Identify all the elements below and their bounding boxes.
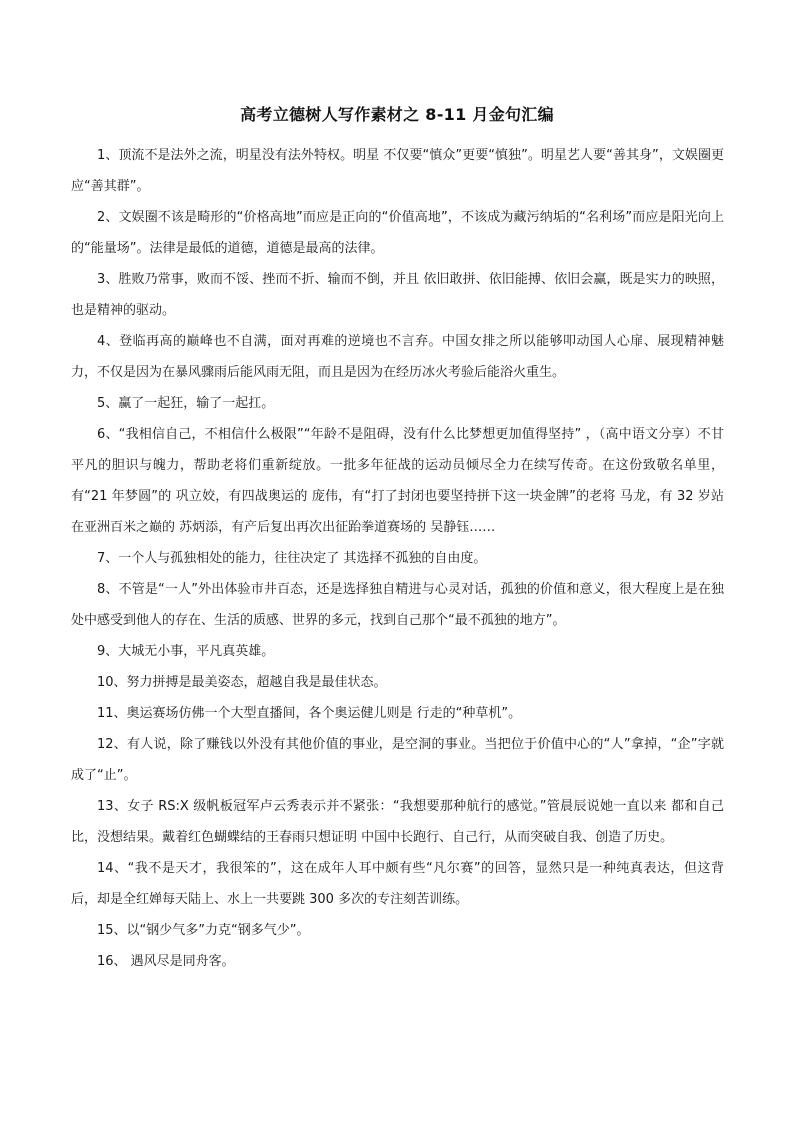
paragraph: 7、一个人与孤独相处的能力，往往决定了 其选择不孤独的自由度。 [97, 551, 487, 566]
document-body [71, 140, 724, 977]
paragraph: 13、女子 RS:X 级帆板冠军卢云秀表示并不紧张：“我想要那种航行的感觉。”管晨辰说她一直以来 都和自己比，没想结果。戴着红色蝴蝶结的王春雨只想证明 中国中长跑行、自己行，从而突破自我、创造了历史。 [71, 799, 724, 845]
paragraph: 16、 遇风尽是同舟客。 [97, 954, 235, 969]
paragraph: 10、努力拼搏是最美姿态，超越自我是最佳状态。 [97, 675, 387, 690]
paragraph: 1、顶流不是法外之流，明星没有法外特权。明星 不仅要“慎众”更要“慎独”。明星艺人要“善其身”，文娱圈更应“善其群”。 [71, 148, 724, 194]
paragraph: 6、“我相信自己，不相信什么极限”“年龄不是阻碍，没有什么比梦想更加值得坚持” ，（高中语文分享）不甘平凡的胆识与魄力，帮助老将们重新绽放。一批多年征战的运动员倾尽全力在续写传奇。在这份致敬名单里，有“21 年梦圆”的 巩立姣，有四战奥运的 庞伟，有“打了封闭也要坚持拼下这一块金牌”的老将 马龙，有 32 岁站在亚洲百米之巅的 苏炳添，有产后复出再次出征跆拳道赛场的 吴静钰…… [71, 427, 724, 535]
paragraph: 3、胜败乃常事，败而不馁、挫而不折、输而不倒，并且 依旧敢拼、依旧能搏、依旧会赢，既是实力的映照，也是精神的驱动。 [71, 272, 724, 318]
paragraph: 4、登临再高的巅峰也不自满，面对再难的逆境也不言弃。中国女排之所以能够叩动国人心扉、展现精神魅力，不仅是因为在暴风骤雨后能风雨无阻，而且是因为在经历冰火考验后能浴火重生。 [71, 334, 724, 380]
paragraph: 5、赢了一起狂，输了一起扛。 [97, 396, 275, 411]
paragraph: 14、“我不是天才，我很笨的”，这在成年人耳中颇有些“凡尔赛”的回答，显然只是一种纯真表达，但这背后，却是全红婵每天陆上、水上一共要跳 300 多次的专注刻苦训练。 [71, 861, 724, 907]
document-title: 高考立德树人写作素材之 8-11 月金句汇编 [240, 105, 554, 124]
paragraph: 8、不管是“一人”外出体验市井百态，还是选择独自精进与心灵对话，孤独的价值和意义，很大程度上是在独处中感受到他人的存在、生活的质感、世界的多元，找到自己那个“最不孤独的地方”。 [71, 582, 724, 628]
paragraph: 15、以“钢少气多”力克“钢多气少”。 [97, 923, 310, 938]
paragraph: 9、大城无小事，平凡真英雄。 [97, 644, 275, 659]
paragraph: 12、有人说，除了赚钱以外没有其他价值的事业，是空洞的事业。当把位于价值中心的“人”拿掉，“企”字就成了“止”。 [71, 737, 724, 783]
paragraph: 2、文娱圈不该是畸形的“价格高地”而应是正向的“价值高地”，不该成为藏污纳垢的“名利场”而应是阳光向上的“能量场”。法律是最低的道德，道德是最高的法律。 [71, 210, 724, 256]
paragraph: 11、奥运赛场仿佛一个大型直播间，各个奥运健儿则是 行走的“种草机”。 [97, 706, 522, 721]
